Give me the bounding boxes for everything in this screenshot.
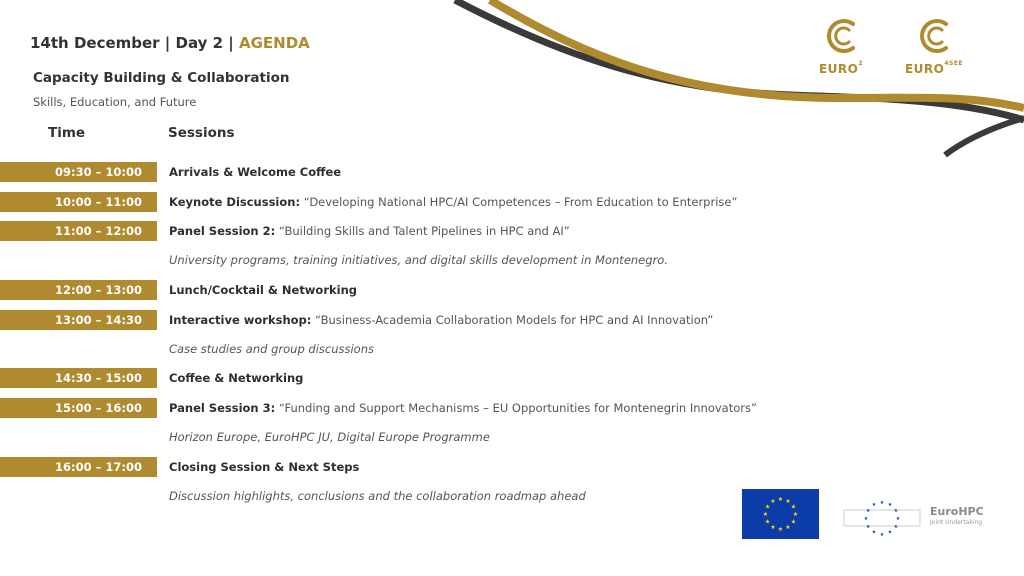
session-title: Panel Session 2: [169, 224, 276, 238]
agenda-row [0, 280, 1000, 300]
agenda-row [0, 221, 1000, 241]
session-text [169, 457, 359, 477]
star-icon: ★ [790, 503, 797, 511]
eu-flag-icon [742, 489, 819, 539]
time-slot: 13:00 – 14:30 [0, 310, 157, 330]
agenda-row [0, 310, 1000, 330]
star-icon: ★ [879, 499, 885, 506]
euro-c-logo-icon [819, 14, 863, 58]
session-text [169, 192, 737, 212]
page-heading [30, 34, 310, 52]
session-title: Closing Session & Next Steps [169, 460, 360, 474]
session-quote: “Developing National HPC/AI Competences – From Education to Enterprise” [300, 195, 738, 209]
session-quote: “Funding and Support Mechanisms – EU Opportunities for Montenegrin Innovators” [275, 401, 757, 415]
session-note: Discussion highlights, conclusions and the collaboration roadmap ahead [169, 489, 586, 503]
star-icon: ★ [777, 526, 784, 534]
eu-flag [742, 489, 819, 539]
column-header-sessions: Sessions [168, 125, 235, 141]
time-slot: 10:00 – 11:00 [0, 192, 157, 212]
star-icon: ★ [792, 511, 799, 519]
euro2-sup: 2 [858, 60, 864, 67]
session-text [169, 162, 341, 182]
star-icon: ★ [865, 507, 871, 514]
star-icon: ★ [764, 518, 771, 526]
session-text [169, 310, 713, 330]
star-icon: ★ [777, 496, 784, 504]
session-title: Arrivals & Welcome Coffee [169, 165, 342, 179]
eurohpc-name: EuroHPC [930, 505, 984, 518]
euro2-word: EURO [818, 62, 859, 76]
agenda-row [0, 192, 1000, 212]
star-icon: ★ [871, 529, 877, 536]
time-slot: 14:30 – 15:00 [0, 368, 157, 388]
star-icon: ★ [871, 501, 877, 508]
agenda-row [0, 162, 1000, 182]
star-icon: ★ [865, 523, 871, 530]
session-text [169, 221, 570, 241]
star-icon: ★ [879, 531, 885, 538]
session-note: Case studies and group discussions [169, 342, 374, 356]
column-header-time: Time [48, 125, 86, 141]
time-slot: 09:30 – 10:00 [0, 162, 157, 182]
star-icon: ★ [785, 498, 791, 506]
agenda-row [0, 457, 1000, 477]
session-note: Horizon Europe, EuroHPC JU, Digital Europe Programme [169, 430, 490, 444]
star-icon: ★ [762, 511, 769, 519]
agenda-row [0, 398, 1000, 418]
star-icon: ★ [887, 501, 893, 508]
euro4see-logo [895, 14, 973, 76]
session-note: University programs, training initiatives, and digital skills development in Montenegro. [169, 253, 668, 267]
page-subtitle: Skills, Education, and Future [33, 95, 197, 109]
star-icon: ★ [785, 524, 791, 532]
euro4see-word: EURO [904, 62, 945, 76]
time-slot: 16:00 – 17:00 [0, 457, 157, 477]
euro2-logo [812, 14, 870, 76]
session-title: Lunch/Cocktail & Networking [169, 283, 358, 297]
session-text [169, 398, 757, 418]
session-text [169, 280, 357, 300]
eurohpc-logo [842, 498, 1002, 538]
agenda-row [0, 368, 1000, 388]
session-text [169, 368, 303, 388]
time-slot: 11:00 – 12:00 [0, 221, 157, 241]
date-day-label: 14th December | Day 2 | [30, 34, 239, 52]
session-title: Interactive workshop: [169, 313, 312, 327]
star-icon: ★ [893, 507, 899, 514]
eurohpc-sub: Joint Undertaking [930, 519, 983, 526]
star-icon: ★ [770, 524, 776, 532]
star-icon: ★ [895, 515, 901, 522]
euro-c-logo-icon [912, 14, 956, 58]
star-icon: ★ [770, 498, 776, 506]
session-quote: “Building Skills and Talent Pipelines in HPC and AI” [275, 224, 570, 238]
session-title: Panel Session 3: [169, 401, 276, 415]
time-slot: 12:00 – 13:00 [0, 280, 157, 300]
star-icon: ★ [887, 529, 893, 536]
page-title: Capacity Building & Collaboration [33, 70, 290, 86]
star-icon: ★ [893, 523, 899, 530]
eurohpc-stars-icon [842, 498, 922, 538]
euro4see-sup: 4SEE [944, 60, 964, 67]
star-icon: ★ [764, 503, 771, 511]
session-title: Keynote Discussion: [169, 195, 301, 209]
star-icon: ★ [863, 515, 869, 522]
star-icon: ★ [790, 518, 797, 526]
agenda-label: AGENDA [238, 34, 310, 52]
session-title: Coffee & Networking [169, 371, 304, 385]
time-slot: 15:00 – 16:00 [0, 398, 157, 418]
session-quote: “Business-Academia Collaboration Models for HPC and AI Innovation” [311, 313, 714, 327]
